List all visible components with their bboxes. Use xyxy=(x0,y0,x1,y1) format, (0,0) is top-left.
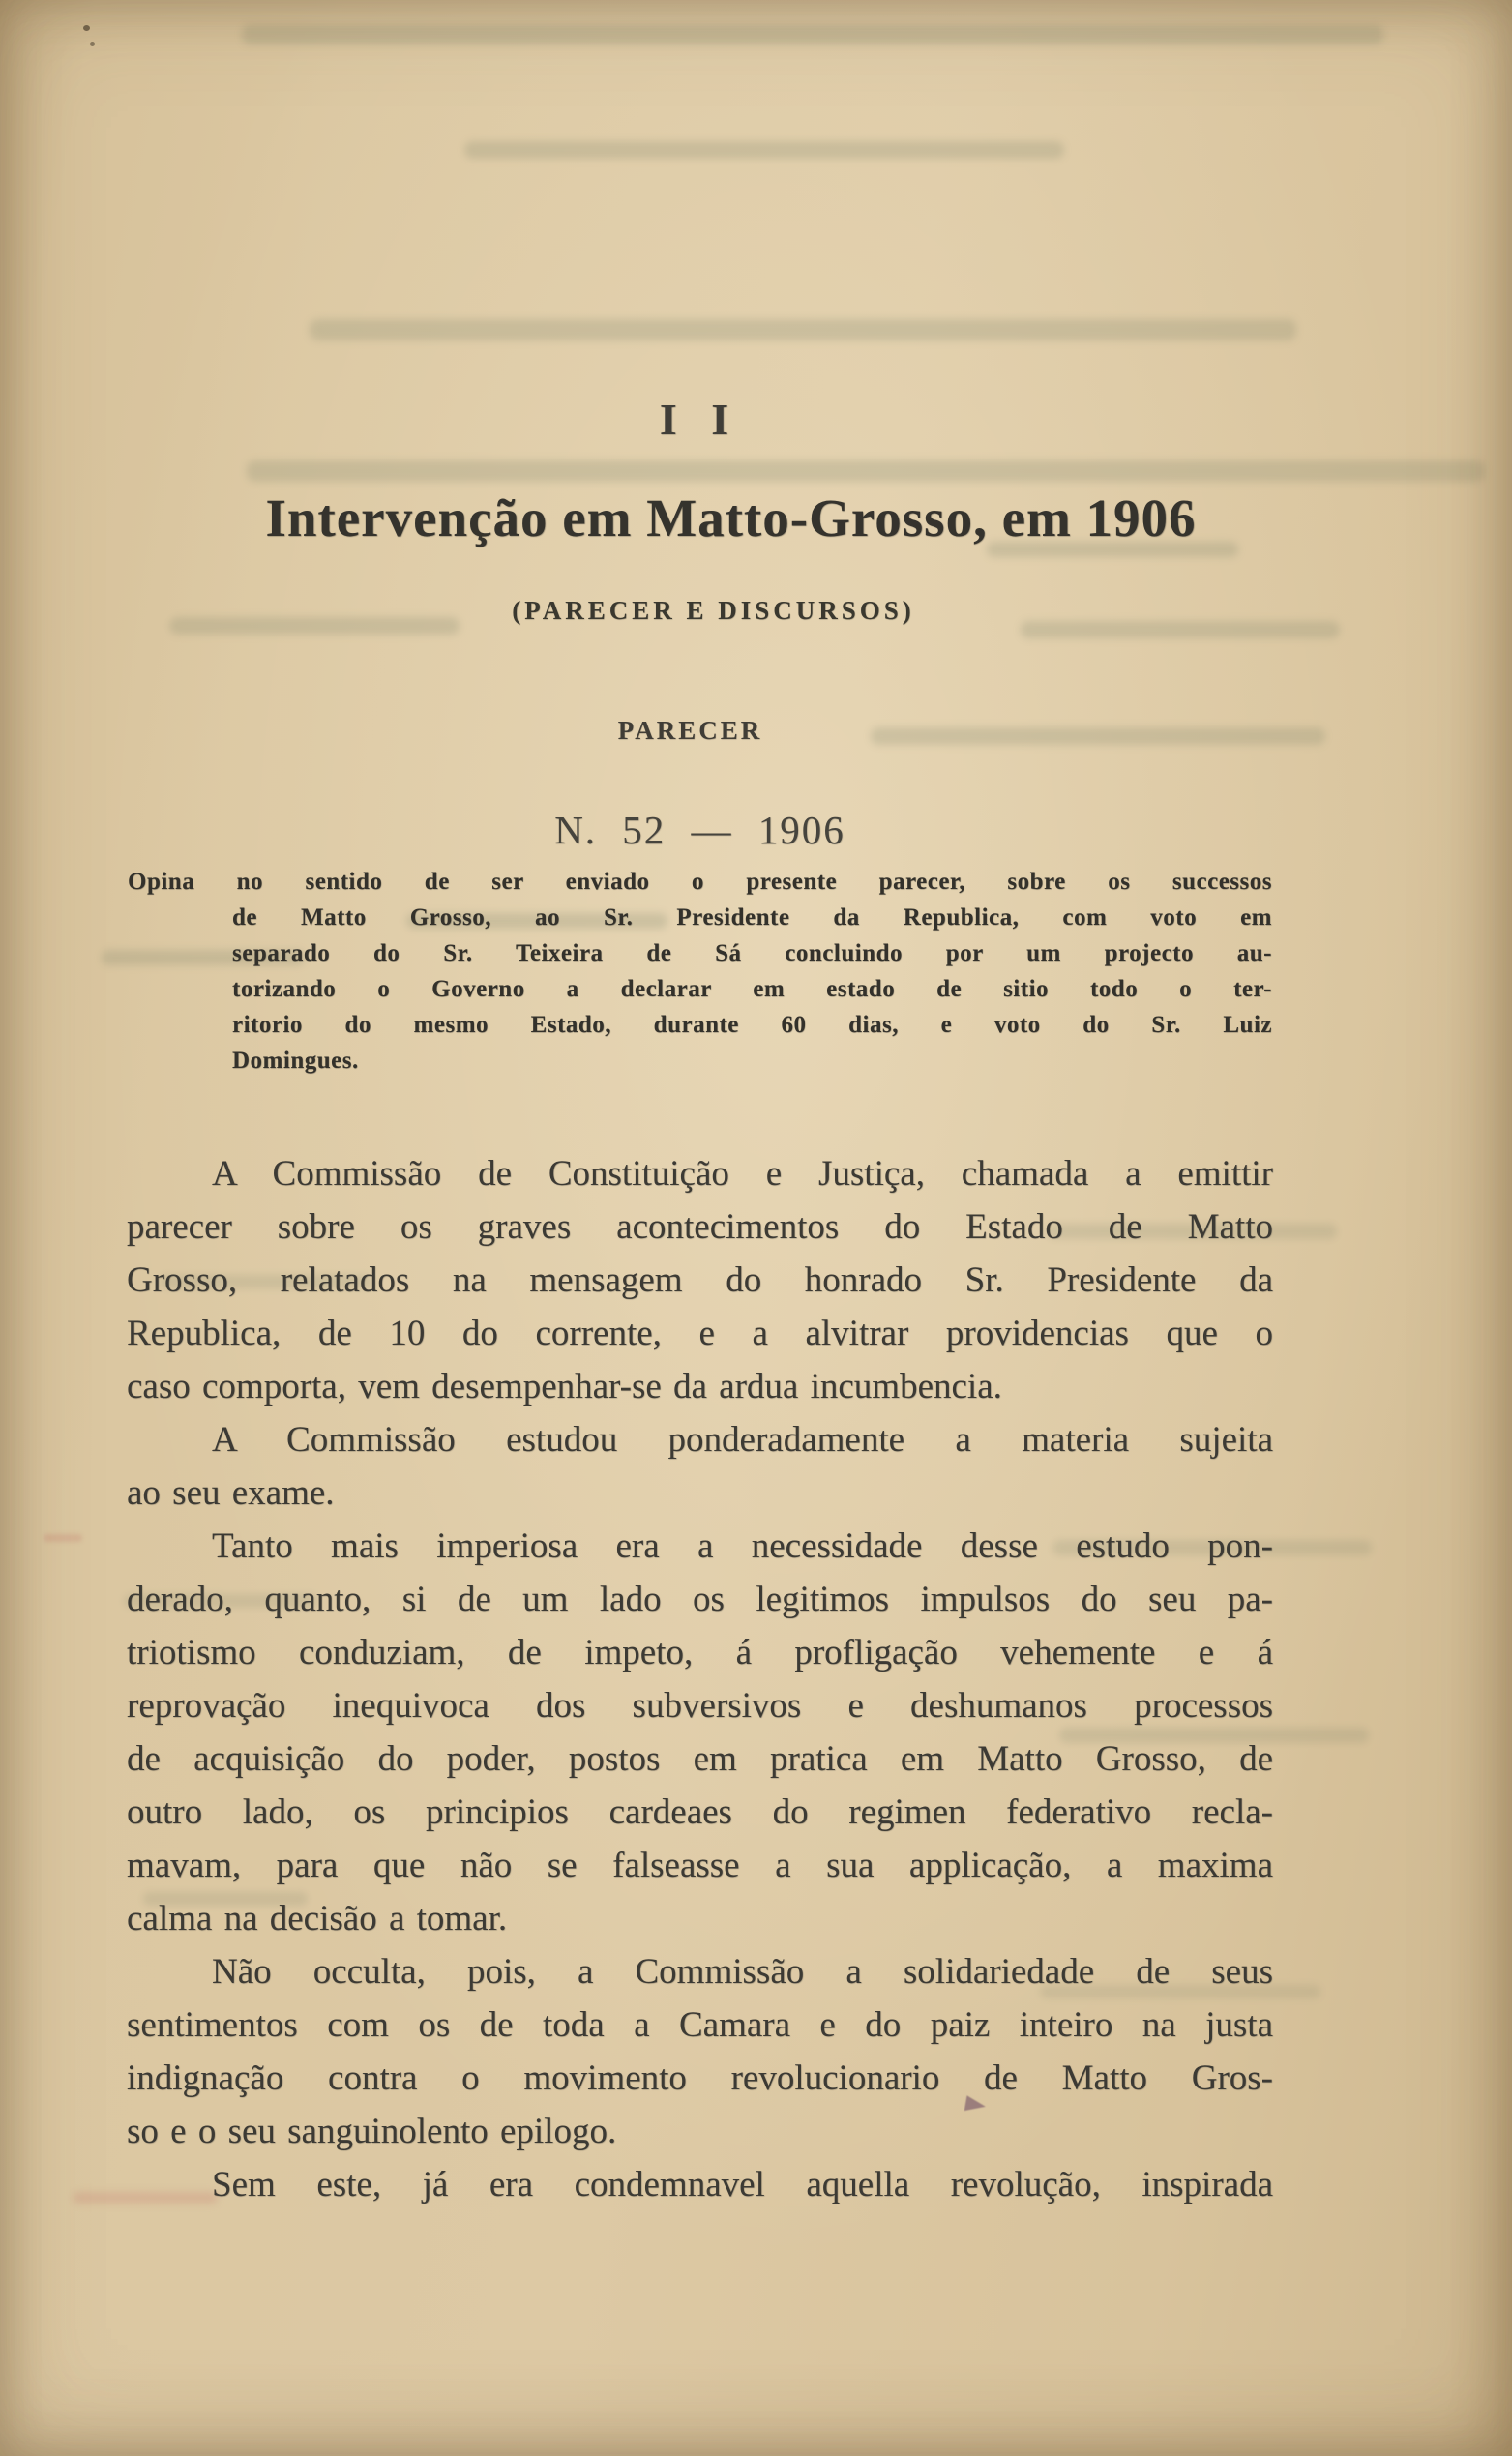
body-line: ao seu exame. xyxy=(127,1473,335,1513)
section-heading: PARECER xyxy=(617,716,763,745)
bleedthrough-smudge xyxy=(464,141,1064,159)
ink-speck xyxy=(83,25,90,31)
body-line: indignação contra o movimento revolucionario de Matto Gros- xyxy=(127,2058,1273,2098)
ink-speck xyxy=(90,42,95,46)
body-line: Sem este, já era condemnavel aquella revolução, inspirada xyxy=(212,2165,1273,2204)
bleedthrough-smudge xyxy=(242,25,1383,44)
chapter-number: I I xyxy=(659,395,741,444)
subtitle: (PARECER E DISCURSOS) xyxy=(512,596,915,625)
body-line: A Commissão estudou ponderadamente a materia sujeita xyxy=(212,1420,1273,1460)
body-text xyxy=(127,1147,1273,2211)
body-line: triotismo conduziam, de impeto, á profligação vehemente e á xyxy=(127,1633,1273,1672)
ink-stain xyxy=(44,1534,82,1542)
body-line: A Commissão de Constituição e Justiça, chamada a emittir xyxy=(212,1154,1273,1194)
summary-line: Domingues. xyxy=(232,1048,359,1074)
body-line: Republica, de 10 do corrente, e a alvitrar providencias que o xyxy=(127,1314,1273,1353)
body-line: so e o seu sanguinolento epilogo. xyxy=(127,2112,617,2151)
summary-block xyxy=(128,864,1272,1079)
bleedthrough-smudge xyxy=(310,319,1296,340)
body-line: reprovação inequivoca dos subversivos e deshumanos processos xyxy=(127,1686,1273,1726)
body-line: de acquisição do poder, postos em pratica em Matto Grosso, de xyxy=(127,1739,1273,1779)
body-line: Grosso, relatados na mensagem do honrado Sr. Presidente da xyxy=(127,1260,1273,1300)
body-line: parecer sobre os graves acontecimentos do Estado de Matto xyxy=(127,1207,1273,1247)
summary-line: torizando o Governo a declarar em estado de sitio todo o ter- xyxy=(232,976,1272,1002)
body-line: outro lado, os principios cardeaes do regimen federativo recla- xyxy=(127,1792,1273,1832)
bleedthrough-smudge xyxy=(247,460,1485,482)
body-line: caso comporta, vem desempenhar-se da ardua incumbencia. xyxy=(127,1367,1002,1406)
body-line: Tanto mais imperiosa era a necessidade desse estudo pon- xyxy=(212,1526,1273,1566)
summary-line: ritorio do mesmo Estado, durante 60 dias, e voto do Sr. Luiz xyxy=(232,1012,1272,1038)
summary-line: separado do Sr. Teixeira de Sá concluindo por um projecto au- xyxy=(232,940,1272,966)
body-line: sentimentos com os de toda a Camara e do paiz inteiro na justa xyxy=(127,2005,1273,2045)
summary-line: Opina no sentido de ser enviado o presente parecer, sobre os successos xyxy=(128,869,1272,895)
body-line: calma na decisão a tomar. xyxy=(127,1899,508,1938)
page-title: Intervenção em Matto-Grosso, em 1906 xyxy=(265,488,1197,547)
document-number: N. 52 — 1906 xyxy=(554,808,845,852)
summary-line: de Matto Grosso, ao Sr. Presidente da Republica, com voto em xyxy=(232,904,1272,931)
body-line: derado, quanto, si de um lado os legitimos impulsos do seu pa- xyxy=(127,1580,1273,1619)
body-line: Não occulta, pois, a Commissão a solidariedade de seus xyxy=(212,1952,1273,1992)
body-line: mavam, para que não se falseasse a sua applicação, a maxima xyxy=(127,1846,1273,1885)
